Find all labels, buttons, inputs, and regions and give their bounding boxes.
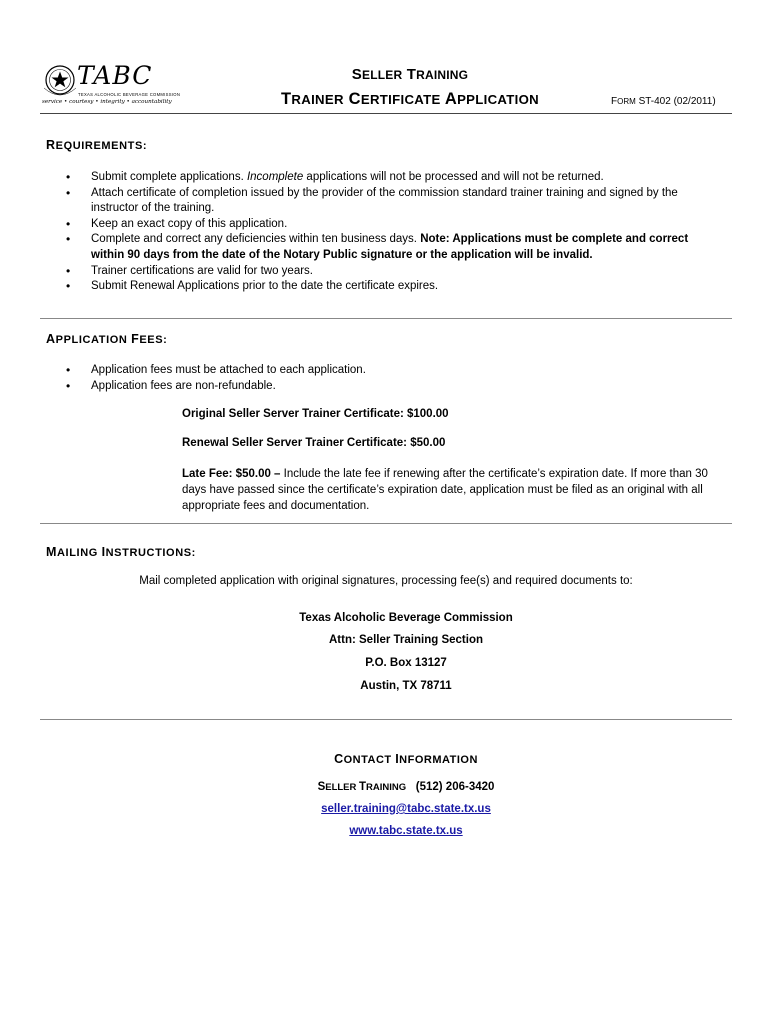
item-text-end: applications will not be processed and will not be returned. bbox=[303, 171, 604, 183]
header-divider bbox=[40, 113, 732, 114]
list-item: • Application fees are non-refundable. bbox=[66, 379, 722, 395]
heading-initial: R bbox=[46, 138, 56, 152]
heading-rest: ONTACT bbox=[343, 754, 396, 766]
heading-rest: NFORMATION bbox=[399, 754, 478, 766]
contact-website-line bbox=[40, 825, 770, 837]
form-word: FORM bbox=[611, 96, 636, 107]
logo-text: TABC bbox=[77, 61, 153, 90]
email-link[interactable]: seller.training@tabc.state.tx.us bbox=[321, 803, 491, 815]
mailing-heading bbox=[46, 545, 196, 559]
address-line: Texas Alcoholic Beverage Commission bbox=[299, 612, 513, 624]
contact-heading bbox=[40, 752, 770, 766]
requirements-heading bbox=[46, 138, 147, 152]
heading-initial: I bbox=[101, 545, 106, 559]
list-item: • Attach certificate of completion issued by the provider of the commission standard trainer training and signed by the instructor of the training. bbox=[66, 186, 722, 217]
late-fee bbox=[182, 466, 722, 514]
heading-rest: AILING bbox=[57, 547, 102, 559]
list-item: • Submit Renewal Applications prior to the date the certificate expires. bbox=[66, 279, 722, 295]
website-link[interactable]: www.tabc.state.tx.us bbox=[349, 825, 463, 837]
form-number-value: ST-402 (02/2011) bbox=[638, 96, 716, 107]
item-text: Complete and correct any deficiencies within ten business days. bbox=[91, 233, 421, 246]
list-item bbox=[66, 170, 722, 186]
contact-email-line bbox=[40, 803, 770, 815]
heading-rest: PPLICATION bbox=[55, 334, 132, 346]
section-divider bbox=[40, 719, 732, 720]
address-line: Austin, TX 78711 bbox=[360, 680, 452, 692]
item-italic: Incomplete bbox=[246, 171, 304, 183]
heading-initial: A bbox=[46, 332, 56, 346]
heading-initial: I bbox=[395, 752, 400, 766]
list-item: • Application fees must be attached to each application. bbox=[66, 363, 722, 379]
contact-phone-line bbox=[40, 781, 770, 793]
heading-rest: EES: bbox=[139, 334, 168, 346]
heading-initial: F bbox=[131, 332, 140, 346]
requirements-list bbox=[66, 170, 722, 295]
original-fee: Original Seller Server Trainer Certificate: $100.00 bbox=[182, 408, 449, 420]
list-item bbox=[66, 232, 722, 263]
address-line: Attn: Seller Training Section bbox=[329, 634, 483, 646]
late-fee-label: Late Fee: $50.00 – bbox=[182, 468, 281, 480]
section-divider bbox=[40, 318, 732, 319]
heading-initial: M bbox=[46, 545, 58, 559]
label-rest: RAINING bbox=[366, 782, 407, 793]
title-line-1: SELLER TRAINING bbox=[351, 66, 469, 83]
label-initial: S bbox=[317, 781, 326, 793]
section-divider bbox=[40, 523, 732, 524]
late-fee-text: Include the late fee if renewing after the certificate’s expiration date. If more than 30 days have passed since the certificate’s expiration date, application must be filed as an original with all appropriate fees and documentation. bbox=[182, 468, 708, 512]
list-item: • Keep an exact copy of this application. bbox=[66, 217, 722, 233]
address-line: P.O. Box 13127 bbox=[365, 657, 447, 669]
fees-list bbox=[66, 363, 722, 394]
item-text: Submit complete applications. bbox=[91, 171, 247, 183]
item-note-bold: Note: Applications must be complete and correct within 90 days from the date of the Notary Public signature or the application will be invalid. bbox=[91, 233, 689, 261]
heading-initial: C bbox=[334, 752, 344, 766]
renewal-fee: Renewal Seller Server Trainer Certificate: $50.00 bbox=[182, 437, 446, 449]
seller-training-label bbox=[318, 782, 407, 793]
label-initial: T bbox=[359, 781, 367, 793]
mailing-instruction: Mail completed application with original signatures, processing fee(s) and required documents to: bbox=[139, 575, 633, 587]
title-line-2: TRAINER CERTIFICATE APPLICATION bbox=[281, 90, 539, 108]
form-number bbox=[611, 96, 716, 107]
label-rest: ELLER bbox=[325, 782, 360, 793]
logo-subtitle: TEXAS ALCOHOLIC BEVERAGE COMMISSION bbox=[78, 92, 181, 97]
tabc-logo bbox=[40, 61, 181, 112]
logo-motto: service • courtesy • integrity • accountability bbox=[42, 99, 172, 105]
heading-rest: EQUIREMENTS: bbox=[55, 140, 148, 152]
page-title bbox=[200, 66, 620, 109]
fees-heading bbox=[46, 332, 167, 346]
heading-rest: NSTRUCTIONS: bbox=[105, 547, 196, 559]
list-item: • Trainer certifications are valid for two years. bbox=[66, 264, 722, 280]
phone-number: (512) 206-3420 bbox=[415, 781, 495, 793]
